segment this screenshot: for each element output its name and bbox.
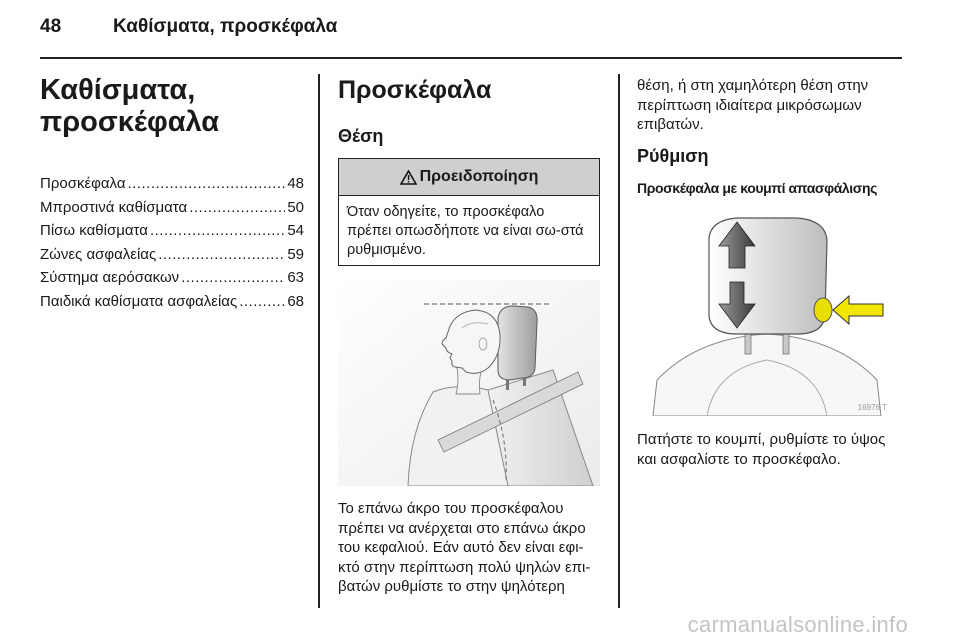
toc-page: 50: [287, 198, 304, 216]
toc-label: Σύστημα αερόσακων: [40, 269, 180, 286]
headrest-adjustment-illustration: [637, 210, 899, 416]
chapter-title: Καθίσματα, προσκέφαλα: [40, 74, 220, 138]
adjustment-subtitle: Προσκέφαλα με κουμπί απασφάλισης: [637, 180, 877, 196]
figure-code: 16976 T: [857, 403, 887, 412]
toc-page: 63: [287, 269, 304, 286]
toc-label: Προσκέφαλα: [40, 175, 126, 192]
toc-page: 48: [287, 175, 304, 192]
toc-entry[interactable]: [40, 269, 304, 293]
toc-leader: [189, 199, 285, 216]
toc-page: 68: [287, 292, 304, 310]
toc-leader: [150, 222, 285, 239]
warning-text: Όταν οδηγείτε, το προσκέφαλο πρέπει οπωσδήποτε να είναι σω-στά ρυθμισμένο.: [347, 204, 584, 258]
toc-entry[interactable]: [40, 246, 304, 270]
watermark: carmanualsonline.info: [687, 612, 908, 637]
column-divider-right: [618, 74, 620, 608]
toc-label: Παιδικά καθίσματα ασφαλείας: [40, 292, 238, 310]
column-divider-left: [318, 74, 320, 608]
running-header-title: Καθίσματα, προσκέφαλα: [113, 16, 338, 37]
toc-label: Μπροστινά καθίσματα: [40, 198, 188, 216]
toc-label: Πίσω καθίσματα: [40, 222, 148, 239]
subsection-title: Θέση: [338, 126, 384, 146]
toc-leader: [181, 269, 285, 286]
position-paragraph-continued: θέση, ή στη χαμηλότερη θέση στην περίπτωση ιδιαίτερα μικρόσωμων επιβατών.: [637, 77, 869, 133]
toc-entry[interactable]: [40, 175, 304, 199]
warning-heading: Προειδοποίηση: [419, 168, 539, 185]
adjustment-title: Ρύθμιση: [637, 146, 709, 166]
page-number: 48: [40, 16, 62, 37]
table-of-contents: [40, 175, 304, 316]
section-title: Προσκέφαλα: [338, 76, 492, 104]
toc-entry[interactable]: [40, 199, 304, 223]
toc-leader: [239, 293, 285, 310]
headrest-position-illustration: [338, 280, 600, 486]
toc-page: 54: [287, 222, 304, 239]
toc-label: Ζώνες ασφαλείας: [40, 245, 157, 263]
toc-entry[interactable]: [40, 222, 304, 246]
warning-header: [339, 159, 599, 196]
toc-leader: [158, 246, 285, 263]
warning-icon: [400, 170, 417, 185]
adjustment-paragraph: Πατήστε το κουμπί, ρυθμίστε το ύψος και ασφαλίστε το προσκέφαλο.: [637, 431, 886, 468]
header-divider: [40, 57, 902, 59]
warning-box: [338, 158, 600, 266]
position-paragraph: Το επάνω άκρο του προσκέφαλου πρέπει να ανέρχεται στο επάνω άκρο του κεφαλιού. Εάν αυτό δεν είναι εφι-κτό στην περίπτωση πολύ ψηλών επι-βατών ρυθμίστε το στην ψηλότερη: [338, 500, 591, 595]
toc-leader: [128, 175, 286, 192]
toc-entry[interactable]: [40, 293, 304, 317]
toc-page: 59: [287, 245, 304, 263]
